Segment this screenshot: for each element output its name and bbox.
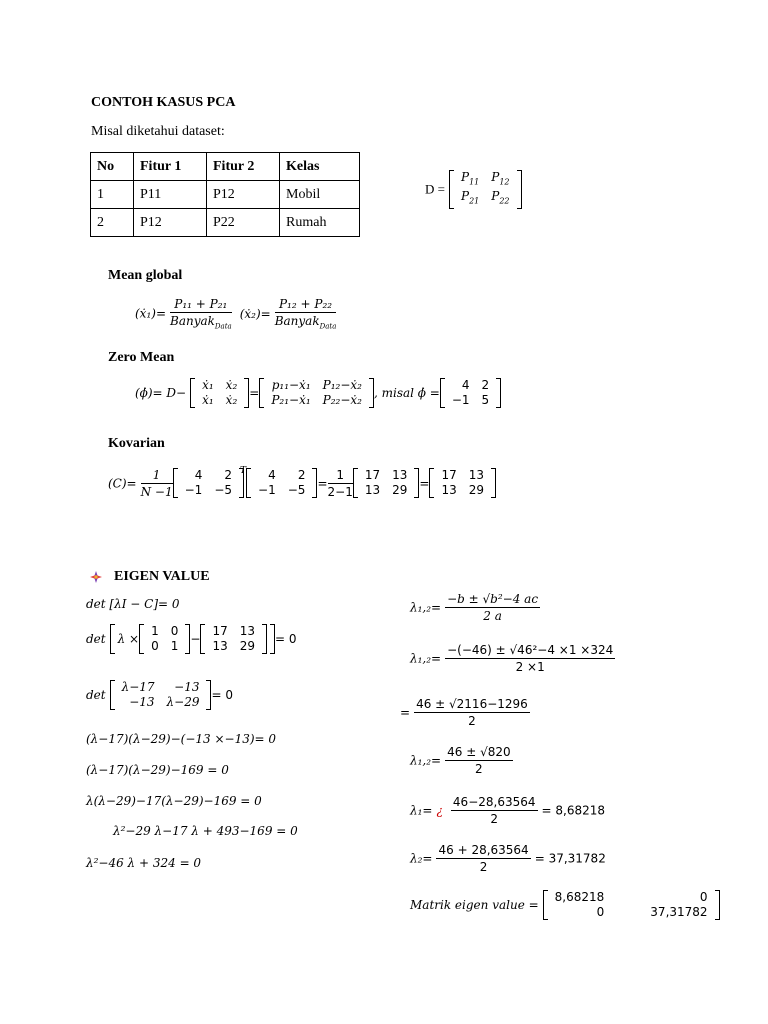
table-cell: Rumah (280, 209, 360, 237)
quadratic-substituted: λ₁,₂= $\frac{\text{−(−46) ± √46²−4 ×1 ×324}}{2 \times 1}$ (410, 643, 614, 674)
table-header-cell: Kelas (280, 153, 360, 181)
matrix: 4 2 −1 −5 (173, 468, 244, 498)
eigen-line-1: det [λI − C]= 0 (86, 597, 180, 611)
eigen-line-3: det λ−17 −13 −13 λ−29 = 0 (86, 680, 233, 709)
matrix: 8,68218 0 0 37,31782 (543, 890, 720, 920)
eigen-line-5: (λ−17)(λ−29)−169 = 0 (86, 763, 229, 777)
matrix: 17 13 13 29 (353, 468, 420, 498)
table-header-cell: Fitur 2 (207, 153, 280, 181)
matrix-d-body: $P_{11}$ $P_{12}$ $P_{21}$ $P_{22}$ (449, 170, 522, 209)
table-cell: P12 (134, 209, 207, 237)
eigen-value-matrix: Matrik eigen value = 8,68218 0 0 37,31782 (410, 890, 720, 920)
table-cell: P12 (207, 181, 280, 209)
matrix: p₁₁−ẋ₁ P₁₂−ẋ₂ P₂₁−ẋ₁ P₂₂−ẋ₂ (259, 378, 374, 408)
quadratic-formula: λ₁,₂= $\frac{\text{−b ± √b²−4 ac}}{2 a}$ (410, 592, 539, 623)
mean-global-title: Mean global (108, 268, 183, 283)
fraction: $\frac{1}{2-1}$ (327, 467, 353, 499)
eigen-line-6: λ(λ−29)−17(λ−29)−169 = 0 (86, 794, 262, 808)
mean-global-equation: (ẋ₁)= $\frac{\text{P₁₁ + P₂₁}}{Banyak_{Data}}$ (ẋ₂)= $\frac{\text{P₁₂ + P₂₂}}{Banyak_{Data}}$ (135, 297, 337, 331)
matrix-d (425, 170, 522, 212)
matrix: 4 2 −1 5 (440, 378, 501, 408)
eigen-line-4: (λ−17)(λ−29)−(−13 ×−13)= 0 (86, 732, 277, 746)
kovarian-title: Kovarian (108, 436, 165, 451)
lambda-1: λ₁= ¿ $\frac{46-28,63564}{2}$ = 8,68218 (410, 795, 606, 826)
matrix-d-label: D = (425, 181, 445, 197)
bullet-icon (90, 570, 102, 582)
fraction: $\frac{46 \pm √2116-1296}{2}$ (416, 697, 528, 728)
dataset-table (90, 152, 360, 237)
table-cell: Mobil (280, 181, 360, 209)
table-cell: P11 (134, 181, 207, 209)
kovarian-equation: (C)= $\frac{1}{N -1}$ 4 2 −1 −5 $^T$ 4 2 −1 −5 = $\frac{1}{2-1}$ 17 13 13 29 = 17 13 13 29 (108, 466, 496, 499)
zero-mean-title: Zero Mean (108, 350, 175, 365)
fraction: $\frac{46 \pm √820}{2}$ (447, 745, 511, 776)
quadratic-step-4: λ₁,₂= $\frac{46 \pm √820}{2}$ (410, 745, 511, 776)
zero-mean-equation: (ϕ̇)= D− ẋ₁ ẋ₂ ẋ₁ ẋ₂ = p₁₁−ẋ₁ P₁₂−ẋ₂ P₂₁−ẋ₁ P₂₂−ẋ₂ , misal ϕ̇ = 4 2 −1 5 (135, 378, 501, 408)
intro-text: Misal diketahui dataset: (91, 124, 225, 139)
matrix: 17 13 13 29 (429, 468, 496, 498)
fraction: $\frac{1}{N -1}$ (140, 467, 173, 499)
table-cell: P22 (207, 209, 280, 237)
fraction: $\frac{46 + 28,63564}{2}$ (438, 843, 529, 874)
fraction: $\frac{\text{−b ± √b²−4 ac}}{2 a}$ (447, 592, 539, 623)
fraction: $\frac{46-28,63564}{2}$ (452, 795, 536, 826)
eigen-line-8: λ²−46 λ + 324 = 0 (86, 856, 202, 870)
eigen-heading: EIGEN VALUE (90, 567, 210, 585)
table-cell: 1 (91, 181, 134, 209)
fraction: $\frac{\text{P₁₁ + P₂₁}}{Banyak_{Data}}$ (170, 297, 232, 331)
table-row (91, 209, 360, 237)
eigen-line-7: λ²−29 λ−17 λ + 493−169 = 0 (113, 824, 298, 838)
matrix: λ × 1 0 0 1 − 17 13 13 29 (110, 624, 275, 654)
table-row (91, 181, 360, 209)
quadratic-step-3: = $\frac{46 \pm √2116-1296}{2}$ (400, 697, 528, 728)
eigen-line-2: det λ × 1 0 0 1 − 17 13 13 29 = 0 (86, 624, 297, 653)
table-header-cell: No (91, 153, 134, 181)
table-header-cell: Fitur 1 (134, 153, 207, 181)
table-header-row (91, 153, 360, 181)
fraction: $\frac{\text{−(−46) ± √46²−4 ×1 ×324}}{2 \times 1}$ (447, 643, 614, 674)
lambda-2: λ₂= $\frac{46 + 28,63564}{2}$ = 37,31782 (410, 843, 606, 874)
fraction: $\frac{\text{P₁₂ + P₂₂}}{Banyak_{Data}}$ (274, 297, 337, 331)
matrix: ẋ₁ ẋ₂ ẋ₁ ẋ₂ (190, 378, 249, 408)
matrix: λ−17 −13 −13 λ−29 (110, 680, 212, 710)
matrix: 4 2 −1 −5 (246, 468, 317, 498)
table-cell: 2 (91, 209, 134, 237)
page-title: CONTOH KASUS PCA (91, 95, 236, 110)
